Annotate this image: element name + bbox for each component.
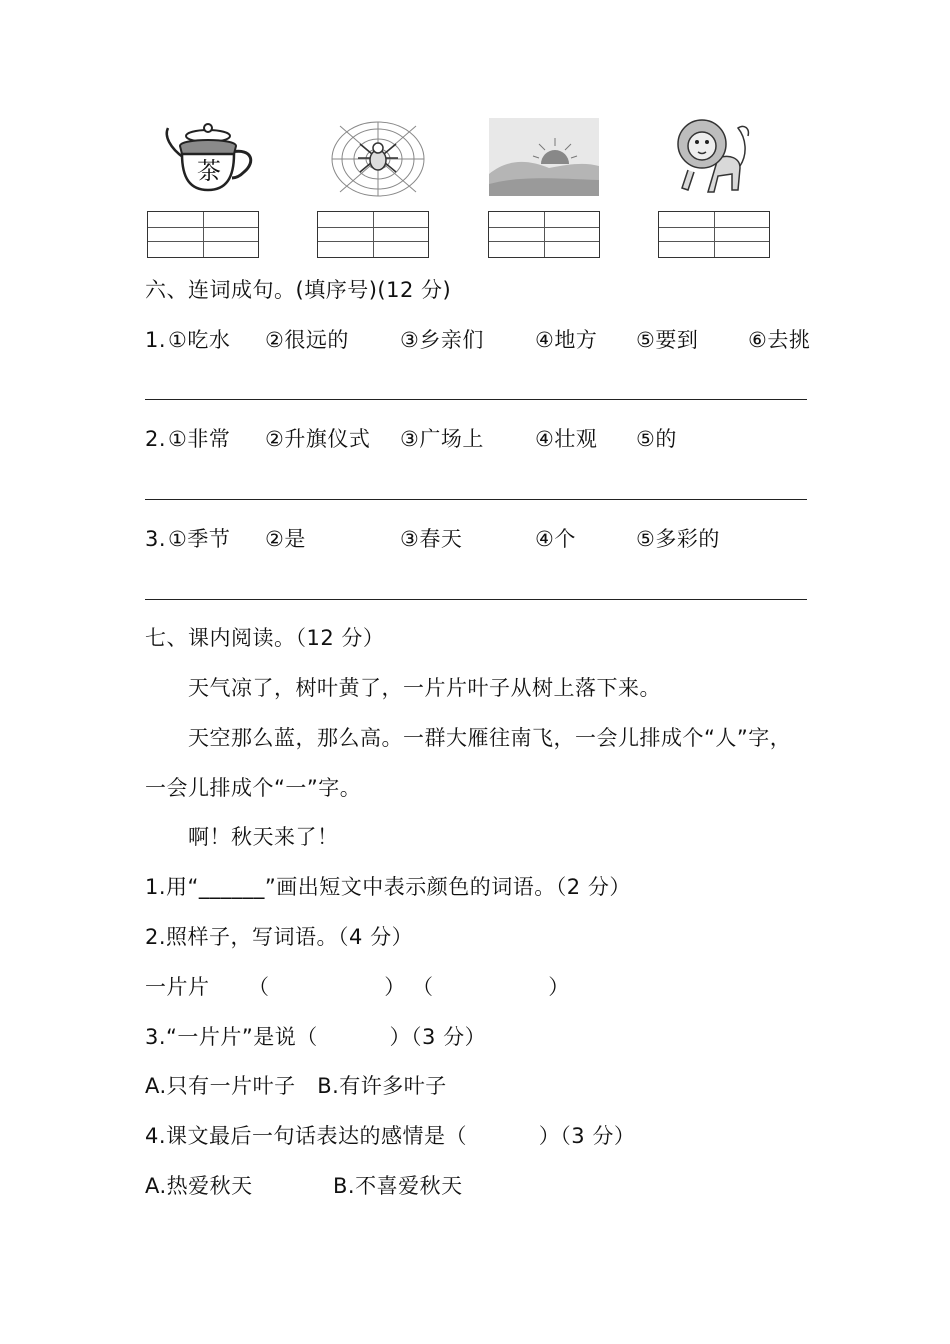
reading-paragraph-1: 天气凉了，树叶黄了，一片片叶子从树上落下来。 xyxy=(188,676,661,700)
q2-word-5: ⑤的 xyxy=(636,427,677,451)
q2-word-3: ③广场上 xyxy=(400,427,484,451)
pinyin-grid-3[interactable] xyxy=(488,211,600,258)
q2-answer-line[interactable] xyxy=(145,499,807,500)
q3-answer-line[interactable] xyxy=(145,599,807,600)
reading-question-3: 3.“一片片”是说（ ）（3 分） xyxy=(145,1025,487,1049)
q1-number: 1. xyxy=(145,328,167,352)
q3-word-5: ⑤多彩的 xyxy=(636,527,720,551)
spider-web-picture xyxy=(330,120,426,198)
reading-question-4: 4.课文最后一句话表达的感情是（ ）（3 分） xyxy=(145,1124,636,1148)
q1-word-4: ④地方 xyxy=(535,328,598,352)
reading-paragraph-2-line-2: 一会儿排成个“一”字。 xyxy=(145,776,362,800)
q3-options: A.只有一片叶子 B.有许多叶子 xyxy=(145,1074,447,1098)
pinyin-grid-2[interactable] xyxy=(317,211,429,258)
teapot-picture xyxy=(160,118,258,196)
q2-answer-blank-1[interactable]: （ ） xyxy=(248,975,406,999)
q2-word-2: ②升旗仪式 xyxy=(265,427,371,451)
reading-paragraph-3: 啊！秋天来了！ xyxy=(188,825,339,849)
q2-word-1: ①非常 xyxy=(168,427,231,451)
q1-answer-line[interactable] xyxy=(145,399,807,400)
reading-question-2: 2.照样子，写词语。（4 分） xyxy=(145,925,414,949)
q2-number: 2. xyxy=(145,427,167,451)
q1-word-3: ③乡亲们 xyxy=(400,328,484,352)
q1-word-5: ⑤要到 xyxy=(636,328,699,352)
q3-word-1: ①季节 xyxy=(168,527,231,551)
q3-number: 3. xyxy=(145,527,167,551)
q3-word-3: ③春天 xyxy=(400,527,463,551)
q3-word-2: ②是 xyxy=(265,527,306,551)
reading-paragraph-2-line-1: 天空那么蓝，那么高。一群大雁往南飞，一会儿排成个“人”字， xyxy=(188,726,792,750)
q1-word-1: ①吃水 xyxy=(168,328,231,352)
sunrise-landscape-picture xyxy=(489,118,599,196)
teapot-label: 茶 xyxy=(197,157,221,185)
reading-question-1: 1.用“______”画出短文中表示颜色的词语。（2 分） xyxy=(145,875,631,899)
section6-heading: 六、连词成句。(填序号)(12 分) xyxy=(145,278,452,302)
section7-heading: 七、课内阅读。（12 分） xyxy=(145,626,385,650)
lion-picture xyxy=(674,114,754,196)
q2-answer-blank-2[interactable]: （ ） xyxy=(412,975,570,999)
q1-word-6: ⑥去挑 xyxy=(748,328,811,352)
q3-word-4: ④个 xyxy=(535,527,576,551)
pinyin-grid-4[interactable] xyxy=(658,211,770,258)
q2-example-word: 一片片 xyxy=(145,975,210,999)
q4-option-b: B.不喜爱秋天 xyxy=(333,1174,463,1198)
q2-word-4: ④壮观 xyxy=(535,427,598,451)
q4-option-a: A.热爱秋天 xyxy=(145,1174,253,1198)
pinyin-grid-1[interactable] xyxy=(147,211,259,258)
q1-word-2: ②很远的 xyxy=(265,328,349,352)
